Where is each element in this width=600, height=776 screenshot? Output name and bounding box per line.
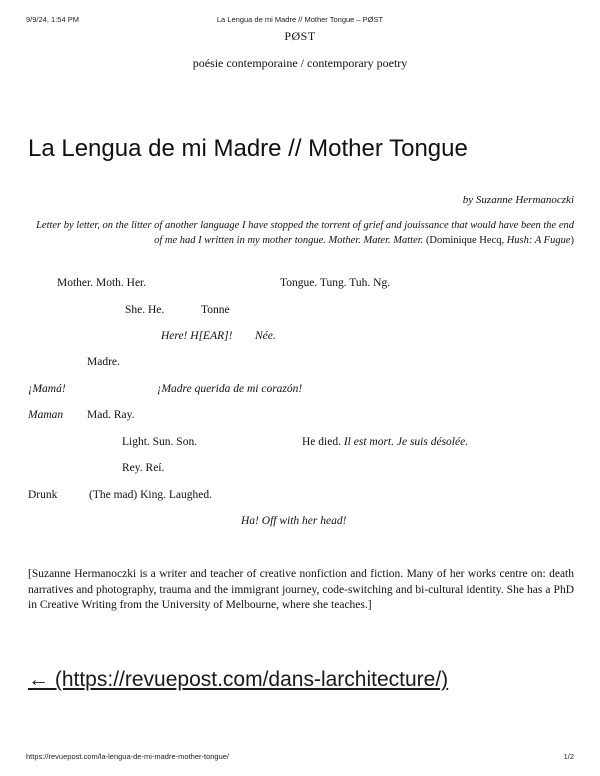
poem-line-7b [302, 436, 468, 448]
print-page-title: La Lengua de mi Madre // Mother Tongue – PØST [216, 15, 384, 24]
poem-line-5a: ¡Mamá! [28, 383, 66, 395]
poem-line-3b: Née. [255, 330, 276, 342]
poem-line-9a: Drunk [28, 489, 58, 501]
print-url: https://revuepost.com/la-lengua-de-mi-madre-mother-tongue/ [26, 752, 230, 761]
poem-line-9b: (The mad) King. Laughed. [89, 489, 212, 501]
site-name[interactable]: PØST [284, 29, 316, 43]
poem-line-6b: Mad. Ray. [87, 409, 135, 421]
poem-line-8: Rey. Reí. [122, 462, 165, 474]
poem-line-4: Madre. [87, 356, 120, 368]
epigraph-attrib-open: (Dominique Hecq, [425, 234, 507, 246]
poem-line-10: Ha! Off with her head! [241, 515, 347, 527]
poem-line-5b: ¡Madre querida de mi corazón! [157, 383, 303, 395]
poem-line-6a: Maman [28, 409, 64, 421]
poem-line-7a: Light. Sun. Son. [122, 436, 198, 448]
poem-line-7b-text: He died. [302, 436, 341, 448]
poem-line-7c: Il est mort. Je suis désolée. [343, 436, 469, 448]
poem-line-2b: Tonne [201, 304, 230, 316]
site-tagline: poésie contemporaine / contemporary poetry [192, 56, 408, 70]
article-title: La Lengua de mi Madre // Mother Tongue [28, 135, 468, 162]
epigraph-attrib-close: ) [570, 234, 574, 246]
author-bio: [Suzanne Hermanoczki is a writer and teacher of creative nonfiction and fiction. Many of her works centre on: death narratives and photography, trauma and the immigrant journey, code-switching and bi-cultural identity. She has a PhD in Creative Writing from the University of Melbourne, where she teaches.] [28, 568, 574, 611]
poem-line-2a: She. He. [125, 304, 165, 316]
epigraph-quote: Letter by letter, on the litter of another language I have stopped the torrent of grief and jouissance that would have been the end of me had I written in my mother tongue. Mother. Mater. Matter. [36, 220, 574, 246]
epigraph-attribution [426, 235, 574, 246]
print-datetime: 9/9/24, 1:54 PM [26, 15, 79, 24]
back-link[interactable]: ← (https://revuepost.com/dans-larchitecture/) [28, 668, 449, 691]
poem-line-3a: Here! H[EAR]! [161, 330, 233, 342]
print-page-number: 1/2 [563, 752, 574, 761]
poem-line-1b: Tongue. Tung. Tuh. Ng. [280, 277, 391, 289]
epigraph [26, 219, 574, 248]
epigraph-source-title: Hush: A Fugue [506, 234, 571, 246]
poem-line-1a: Mother. Moth. Her. [57, 277, 147, 289]
byline: by Suzanne Hermanoczki [462, 194, 574, 206]
